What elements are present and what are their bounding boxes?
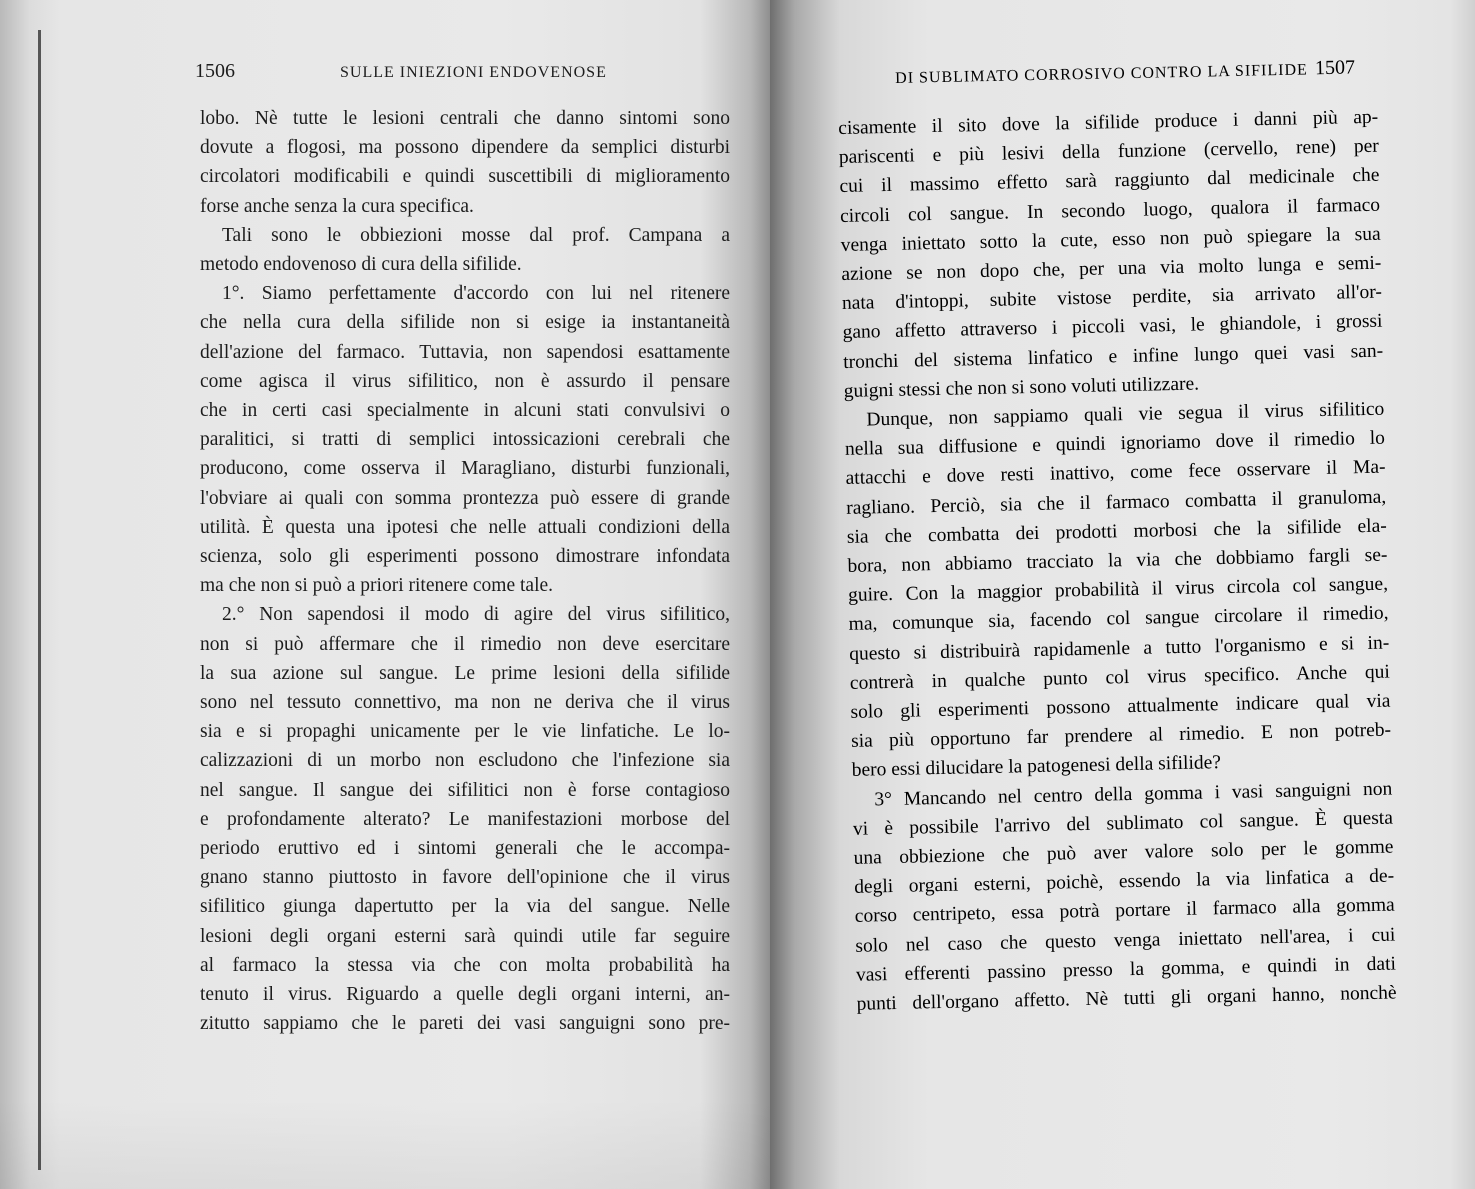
- right-text-line: vasi efferenti passino presso la gomma, e quindi in dati: [855, 953, 1397, 986]
- right-text-line: una obbiezione che può aver valore solo per le gomme: [853, 836, 1394, 869]
- right-text-line: questo si distribuirà rapidamenle a tutto l'organismo e si in-: [849, 632, 1390, 665]
- left-text-line: ma che non si può a priori ritenere come tale.: [200, 575, 554, 597]
- right-text-line: pariscenti e più lesivi della funzione (cervello, rene) per: [838, 135, 1380, 169]
- left-text-line: gnano stanno piuttosto in favore dell'opinione che il virus: [200, 867, 730, 889]
- right-running-head: DI SUBLIMATO CORROSIVO CONTRO LA SIFILIDE: [895, 61, 1308, 87]
- right-text-line: azione se non dopo che, per una via molto lunga e semi-: [841, 252, 1382, 285]
- right-text-line: solo gli esperimenti possono attualmente indicare qual via: [850, 690, 1391, 723]
- left-text-line: paralitici, si tratti di semplici intossicazioni cerebrali che: [200, 429, 730, 451]
- left-text-line: la sua azione sul sangue. Le prime lesioni della sifilide: [200, 662, 730, 684]
- left-text-line: tenuto il virus. Riguardo a quelle degli organi interni, an-: [200, 984, 730, 1006]
- left-text-line: calizzazioni di un morbo non escludono che l'infezione sia: [200, 750, 730, 772]
- left-text-line: dovute a flogosi, ma possono dipendere da semplici disturbi: [200, 137, 730, 159]
- right-text-line: 3° Mancando nel centro della gomma i vasi sanguigni non: [874, 778, 1393, 811]
- left-text-line: dell'azione del farmaco. Tuttavia, non sapendosi esattamente: [200, 341, 730, 363]
- left-text-line: lesioni degli organi esterni sarà quindi utile far seguire: [200, 925, 730, 947]
- left-running-head: SULLE INIEZIONI ENDOVENOSE: [340, 64, 607, 81]
- right-text-line: bora, non abbiamo tracciato la via che dobbiamo fargli se-: [847, 544, 1388, 577]
- left-text-line: scienza, solo gli esperimenti possono dimostrare infondata: [200, 546, 730, 568]
- left-text-line: che in certi casi specialmente in alcuni stati convulsivi o: [200, 400, 730, 422]
- right-text-line: solo nel caso che questo venga iniettato nell'area, i cui: [855, 924, 1396, 957]
- left-text-line: come agisca il virus sifilitico, non è assurdo il pensare: [200, 370, 730, 392]
- right-text-line: circoli col sangue. In secondo luogo, qualora il farmaco: [839, 194, 1381, 227]
- right-text-line: bero essi dilucidare la patogenesi della sifilide?: [851, 752, 1222, 782]
- right-text-line: degli organi esterni, poichè, essendo la via linfatica a de-: [853, 865, 1395, 899]
- right-text-line: ma, comunque sia, facendo col sangue circolare il rimedio,: [848, 603, 1389, 636]
- left-text-line: metodo endovenoso di cura della sifilide.: [200, 254, 522, 276]
- left-text-line: periodo eruttivo ed i sintomi generali che le accompa-: [200, 838, 730, 860]
- right-text-line: ragliano. Perciò, sia che il farmaco combatta il granuloma,: [846, 486, 1387, 519]
- left-text-line: zitutto sappiamo che le pareti dei vasi sanguigni sono pre-: [200, 1013, 730, 1035]
- right-text-line: Dunque, non sappiamo quali vie segua il virus sifilitico: [866, 398, 1385, 431]
- left-text-line: e profondamente alterato? Le manifestazioni morbose del: [200, 808, 730, 830]
- right-text-line: nella sua diffusione e quindi ignoriamo dove il rimedio lo: [844, 427, 1386, 461]
- left-text-line: Tali sono le obbiezioni mosse dal prof. Campana a: [222, 224, 730, 246]
- right-text-line: contrerà in qualche punto col virus specifico. Anche qui: [849, 661, 1391, 694]
- left-text-line: al farmaco la stessa via che con molta probabilità ha: [200, 954, 730, 976]
- left-text-line: 1°. Siamo perfettamente d'accordo con lui nel ritenere: [222, 283, 730, 305]
- right-text-line: cui il massimo effetto sarà raggiunto dal medicinale che: [839, 165, 1380, 198]
- left-text-line: circolatori modificabili e quindi suscettibili di miglioramento: [200, 166, 730, 188]
- page-edge-line: [38, 30, 41, 1170]
- right-text-line: sia che combatta dei prodotti morbosi che la sifilide ela-: [846, 515, 1387, 548]
- right-text-line: attacchi e dove resti inattivo, come fece osservare il Ma-: [845, 457, 1386, 490]
- left-text-line: non si può affermare che il rimedio non deve esercitare: [200, 633, 730, 655]
- page-shadow: [0, 1099, 770, 1189]
- left-text-line: l'obviare ai quali con somma prontezza può essere di grande: [200, 487, 730, 509]
- left-page-number: 1506: [195, 60, 235, 82]
- left-text-line: sifilitico giunga dapertutto per la via del sangue. Nelle: [200, 896, 730, 918]
- right-text-line: cisamente il sito dove la sifilide produce i danni più ap-: [838, 106, 1379, 139]
- right-text-line: nata d'intoppi, subite vistose perdite, sia arrivato all'or-: [841, 281, 1383, 315]
- right-text-line: gano affetto attraverso i piccoli vasi, le ghiandole, i grossi: [842, 311, 1383, 344]
- left-text-line: utilità. È questa una ipotesi che nelle attuali condizioni della: [200, 516, 730, 538]
- left-text-line: nel sangue. Il sangue dei sifilitici non è forse contagioso: [200, 779, 730, 801]
- left-text-line: forse anche senza la cura specifica.: [200, 195, 474, 217]
- left-text-line: 2.° Non sapendosi il modo di agire del virus sifilitico,: [222, 604, 730, 626]
- right-text-line: guire. Con la maggior probabilità il virus circola col sangue,: [847, 573, 1389, 607]
- left-text-line: lobo. Nè tutte le lesioni centrali che danno sintomi sono: [200, 108, 730, 129]
- right-text-line: venga iniettato sotto la cute, esso non può spiegare la sua: [840, 223, 1381, 256]
- right-text-line: sia più opportuno far prendere al rimedio. E non potreb-: [850, 719, 1392, 753]
- left-body-text: [200, 104, 730, 1039]
- left-text-line: che nella cura della sifilide non si esige ia instantaneità: [200, 312, 730, 334]
- left-text-line: producono, come osserva il Maragliano, disturbi funzionali,: [200, 458, 730, 480]
- right-text-line: punti dell'organo affetto. Nè tutti gli organi hanno, nonchè: [856, 982, 1397, 1015]
- right-page-number: 1507: [1314, 56, 1356, 80]
- left-text-line: sia e si propaghi unicamente per le vie linfatiche. Le lo-: [200, 721, 730, 743]
- right-text-line: tronchi del sistema linfatico e infine lungo quei vasi san-: [842, 340, 1384, 373]
- right-text-line: guigni stessi che non si sono voluti utilizzare.: [843, 373, 1200, 402]
- right-text-line: corso centripeto, essa potrà portare il farmaco alla gomma: [854, 895, 1395, 928]
- left-text-line: sono nel tessuto connettivo, ma non ne deriva che il virus: [200, 692, 730, 714]
- right-text-line: vi è possibile l'arrivo del sublimato col sangue. È questa: [852, 807, 1394, 840]
- right-body-text: [838, 103, 1397, 1019]
